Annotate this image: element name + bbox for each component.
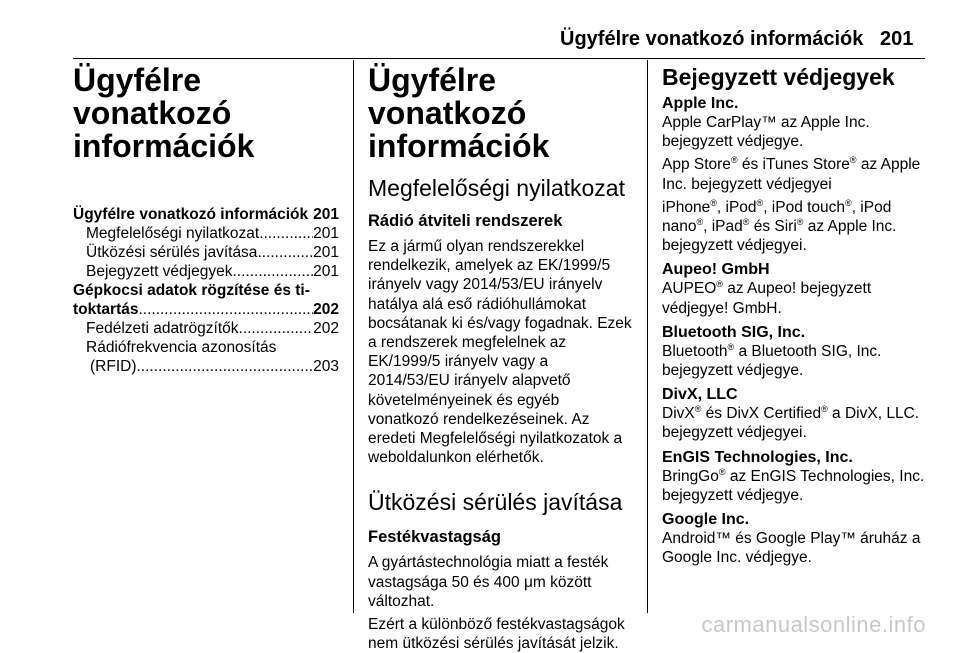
registered-mark: ® bbox=[730, 155, 738, 166]
toc-entry[interactable] bbox=[73, 300, 339, 319]
tm-text: , iPod touch bbox=[763, 198, 846, 216]
trademark-bluetooth bbox=[662, 323, 928, 380]
registered-mark: ® bbox=[727, 341, 735, 352]
chapter-title-line2: információk bbox=[73, 128, 255, 164]
toc-entry-label: toktartás bbox=[73, 301, 139, 318]
registered-mark: ® bbox=[756, 197, 764, 208]
trademark-text: Android™ és Google Play™ áruház a Google Inc. védjegye. bbox=[662, 530, 921, 567]
toc-entry[interactable] bbox=[73, 205, 339, 224]
section-title-line1: Ügyfélre vonatkozó bbox=[368, 62, 527, 131]
registered-mark: ® bbox=[710, 197, 717, 208]
chapter-title bbox=[73, 64, 339, 163]
toc-entry-page: 203 bbox=[313, 358, 339, 375]
toc-entry-page: 202 bbox=[313, 301, 339, 318]
tm-text: és iTunes Store bbox=[737, 156, 850, 174]
trademark-owner: EnGIS Technologies, Inc. bbox=[662, 448, 853, 466]
registered-mark: ® bbox=[849, 155, 857, 166]
tm-text: az Apple Inc. bejegyzett védjegyei bbox=[662, 156, 921, 193]
tm-text: Bluetooth bbox=[662, 342, 728, 360]
trademark-apple bbox=[662, 94, 928, 255]
tm-text: App Store bbox=[662, 156, 731, 174]
tm-text: AUPEO bbox=[662, 280, 717, 298]
trademark-owner: DivX, LLC bbox=[662, 386, 738, 404]
registered-mark: ® bbox=[696, 217, 704, 228]
toc-entry-label: Megfelelőségi nyilatkozat bbox=[86, 225, 260, 242]
section-title bbox=[368, 64, 634, 163]
toc-entry-page: 201 bbox=[313, 244, 339, 261]
paragraph-radio: Ez a jármű olyan rendszerekkel rendelkezik, amelyek az EK/1999/5 irányelv vagy 2014/53/EU irányelv hatálya alá eső rádióhullámokat bocsátanak ki és/vagy fogadnak. Ezek a rendszerek megfelelnek az EK/1999/5 irányelv vagy a 2014/53/EU irányelv alapvető követelményeinek és egyéb vonatkozó rendelkezéseinek. Az eredeti Megfelelőségi nyilatkozatok a weboldalunkon elérhetők. bbox=[368, 238, 632, 467]
watermark: carmanualsonline.info bbox=[701, 612, 926, 637]
tm-text: , iPod bbox=[716, 198, 757, 216]
registered-mark: ® bbox=[796, 217, 804, 228]
heading-collision-repair: Ütközési sérülés javítása bbox=[368, 489, 623, 516]
toc-entry-page: 201 bbox=[313, 206, 339, 223]
toc-entry[interactable] bbox=[73, 319, 339, 338]
registered-mark: ® bbox=[694, 404, 702, 415]
chapter-title-line1: Ügyfélre vonatkozó bbox=[73, 62, 232, 131]
toc-entry-label: Ütközési sérülés javítása bbox=[86, 244, 258, 261]
tm-text: és Siri bbox=[749, 218, 797, 236]
trademark-text bbox=[662, 155, 928, 193]
trademark-text bbox=[662, 404, 928, 442]
tm-text: az Apple Inc. bejegyzett védjegyei. bbox=[662, 218, 897, 255]
tm-text: , iPod nano bbox=[662, 198, 892, 236]
toc-entry-page: 202 bbox=[313, 320, 339, 337]
trademark-owner: Aupeo! GmbH bbox=[662, 261, 770, 279]
tm-text: DivX bbox=[662, 405, 695, 423]
trademark-owner: Google Inc. bbox=[662, 511, 750, 529]
trademark-google bbox=[662, 510, 928, 567]
subheading-paint: Festékvastagság bbox=[368, 528, 501, 547]
registered-mark: ® bbox=[845, 197, 852, 208]
trademark-text bbox=[662, 198, 928, 256]
toc-entry-line1[interactable]: Rádiófrekvencia azonosítás bbox=[86, 339, 277, 356]
toc-entry-line1[interactable]: Gépkocsi adatok rögzítése és ti- bbox=[73, 282, 310, 299]
trademarks-column bbox=[662, 64, 928, 572]
toc-entry-page: 201 bbox=[313, 263, 339, 280]
tm-text: , iPad bbox=[703, 218, 743, 236]
registered-mark: ® bbox=[718, 466, 726, 477]
trademark-text bbox=[662, 342, 928, 380]
toc-entry-label: Ügyfélre vonatkozó információk bbox=[73, 206, 309, 223]
trademark-owner: Apple Inc. bbox=[662, 95, 739, 112]
page-number: 201 bbox=[880, 28, 914, 50]
trademark-text bbox=[662, 279, 928, 317]
toc-entry[interactable] bbox=[73, 243, 339, 262]
trademark-text bbox=[662, 467, 928, 505]
trademark-text: Apple CarPlay™ az Apple Inc. bejegyzett védjegye. bbox=[662, 114, 870, 151]
toc-entry-label: Fedélzeti adatrögzítők bbox=[86, 320, 239, 337]
tm-text: iPhone bbox=[662, 198, 711, 216]
section-title-line2: információk bbox=[368, 128, 550, 164]
tm-text: az EnGIS Technologies, Inc. bejegyzett védjegye. bbox=[662, 467, 925, 504]
toc-entry[interactable] bbox=[73, 262, 339, 281]
column-divider-1 bbox=[353, 60, 354, 613]
registered-mark: ® bbox=[716, 279, 723, 290]
paragraph-paint-2: Ezért a különböző festékvastagságok nem ütközési sérülés javítását jelzik. bbox=[368, 616, 625, 653]
column-divider-2 bbox=[647, 60, 648, 613]
toc-entry-label: Bejegyzett védjegyek bbox=[86, 263, 233, 280]
trademark-engis bbox=[662, 448, 928, 505]
tm-text: és DivX Certified bbox=[701, 405, 822, 423]
heading-declaration: Megfelelőségi nyilatkozat bbox=[368, 175, 625, 201]
registered-mark: ® bbox=[821, 404, 828, 415]
paragraph-paint-1: A gyártástechnológia miatt a festék vastagsága 50 és 400 μm között változhat. bbox=[368, 554, 609, 610]
toc-entry[interactable] bbox=[73, 224, 339, 243]
subheading-radio: Rádió átviteli rendszerek bbox=[368, 212, 563, 230]
header-rule bbox=[73, 58, 925, 59]
toc-column bbox=[73, 64, 339, 376]
toc-entry-label: (RFID) bbox=[90, 358, 137, 375]
registered-mark: ® bbox=[742, 217, 750, 228]
tm-text: a DivX, LLC. bejegyzett védjegyei. bbox=[662, 405, 920, 442]
tm-text: az Aupeo! bejegyzett védjegye! GmbH. bbox=[662, 280, 872, 317]
toc-entry[interactable] bbox=[73, 357, 339, 376]
table-of-contents bbox=[73, 205, 339, 376]
trademark-owner: Bluetooth SIG, Inc. bbox=[662, 323, 806, 341]
content-column bbox=[368, 64, 634, 653]
running-header-title: Ügyfélre vonatkozó információk bbox=[560, 28, 864, 50]
trademark-aupeo bbox=[662, 260, 928, 317]
heading-trademarks: Bejegyzett védjegyek bbox=[662, 64, 895, 90]
toc-entry-page: 201 bbox=[313, 225, 339, 242]
tm-text: BringGo bbox=[662, 467, 719, 485]
tm-text: a Bluetooth SIG, Inc. bejegyzett védjegye. bbox=[662, 342, 882, 380]
trademark-divx bbox=[662, 385, 928, 442]
